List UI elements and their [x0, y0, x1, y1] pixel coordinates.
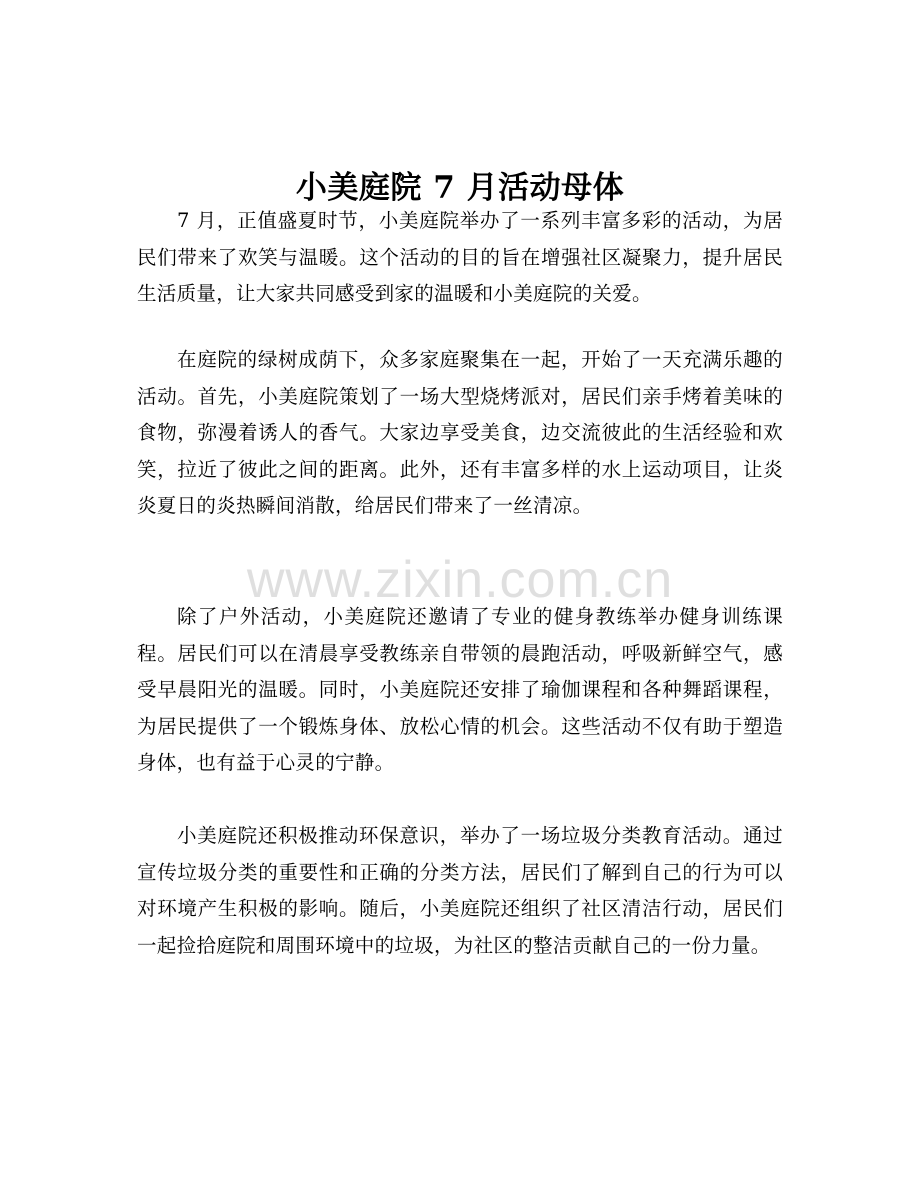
document-title: 小美庭院 7 月活动母体 — [295, 169, 625, 206]
paragraph-4: 小美庭院还积极推动环保意识，举办了一场垃圾分类教育活动。通过宣传垃圾分类的重要性和正确的分类方法，居民们了解到自己的行为可以对环境产生积极的影响。随后，小美庭院还组织了社区清洁行动，居民们一起捡拾庭院和周围环境中的垃圾，为社区的整洁贡献自己的一份力量。 — [137, 824, 783, 957]
paragraph-3: 除了户外活动，小美庭院还邀请了专业的健身教练举办健身训练课程。居民们可以在清晨享受教练亲自带领的晨跑活动，呼吸新鲜空气，感受早晨阳光的温暖。同时，小美庭院还安排了瑜伽课程和各种舞蹈课程，为居民提供了一个锻炼身体、放松心情的机会。这些活动不仅有助于塑造身体，也有益于心灵的宁静。 — [137, 605, 783, 774]
paragraph-1: 7 月，正值盛夏时节，小美庭院举办了一系列丰富多彩的活动，为居民们带来了欢笑与温暖。这个活动的目的旨在增强社区凝聚力，提升居民生活质量，让大家共同感受到家的温暖和小美庭院的关爱。 — [137, 209, 783, 305]
watermark: www.zixin.com.cn — [246, 551, 674, 609]
paragraph-2: 在庭院的绿树成荫下，众多家庭聚集在一起，开始了一天充满乐趣的活动。首先，小美庭院策划了一场大型烧烤派对，居民们亲手烤着美味的食物，弥漫着诱人的香气。大家边享受美食，边交流彼此的生活经验和欢笑，拉近了彼此之间的距离。此外，还有丰富多样的水上运动项目，让炎炎夏日的炎热瞬间消散，给居民们带来了一丝清凉。 — [137, 348, 783, 517]
